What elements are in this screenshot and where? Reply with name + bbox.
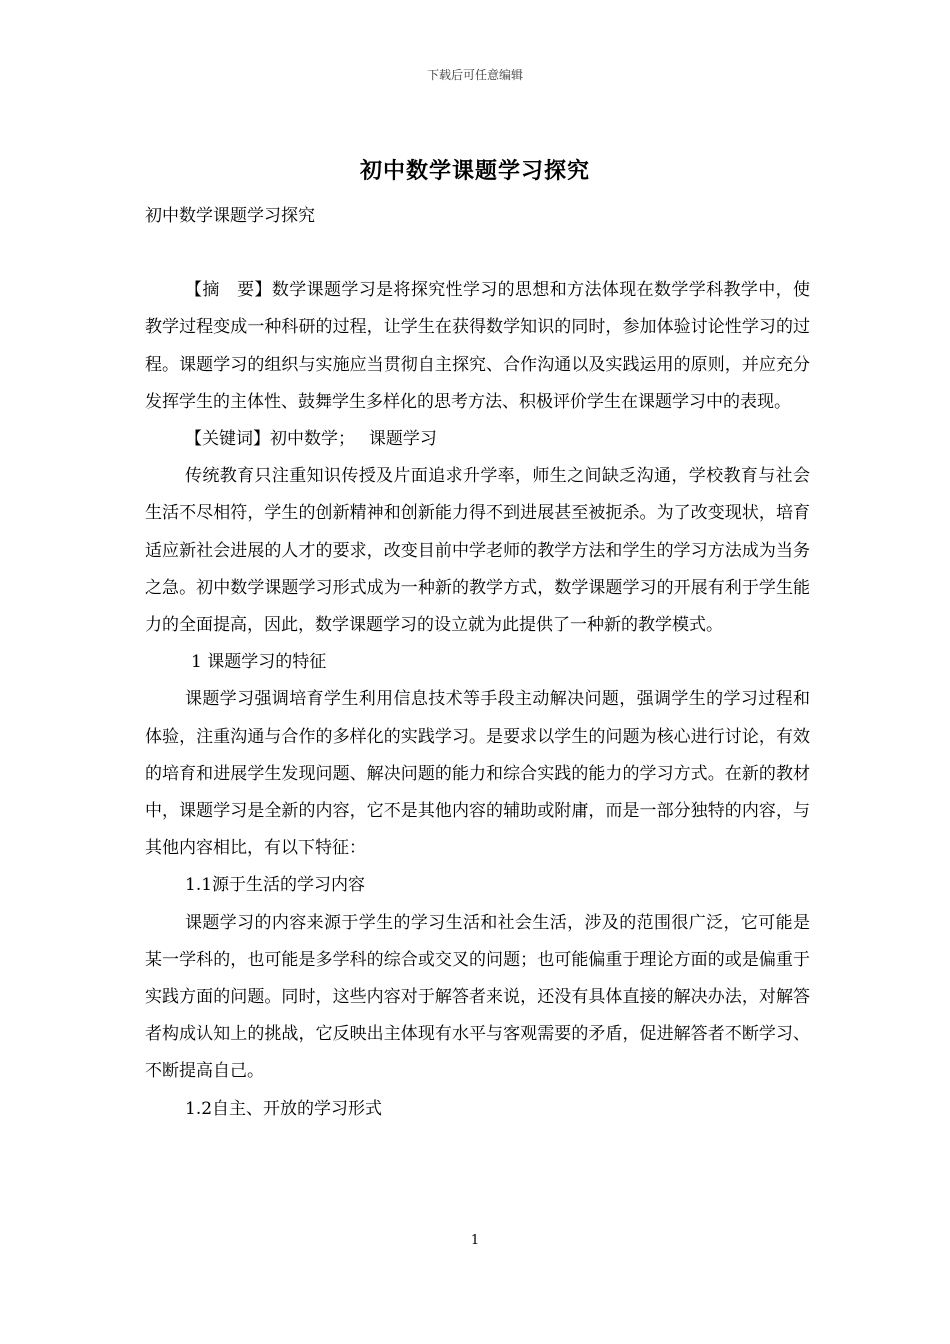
section-1-1-paragraph: 课题学习的内容来源于学生的学习生活和社会生活，涉及的范围很广泛，它可能是某一学科的，也可能是多学科的综合或交叉的问题；也可能偏重于理论方面的或是偏重于实践方面的问题。同时，这些内容对于解答者来说，还没有具体直接的解决办法，对解答者构成认知上的挑战，它反映出主体现有水平与客观需要的矛盾，促进解答者不断学习、不断提高自己。 (145, 912, 810, 1082)
document-title: 初中数学课题学习探究 (359, 158, 590, 184)
intro-paragraph: 传统教育只注重知识传授及片面追求升学率，师生之间缺乏沟通，学校教育与社会生活不尽相符，学生的创新精神和创新能力得不到进展甚至被扼杀。为了改变现状，培育适应新社会进展的人才的要求，改变目前中学老师的教学方法和学生的学习方法成为当务之急。初中数学课题学习形式成为一种新的教学方式，数学课题学习的开展有利于学生能力的全面提高，因此，数学课题学习的设立就为此提供了一种新的教学模式。 (145, 466, 810, 636)
document-body (145, 198, 810, 1128)
page-header: 下载后可任意编辑 (426, 68, 523, 82)
abstract-paragraph: 【摘 要】数学课题学习是将探究性学习的思想和方法体现在数学学科教学中，使教学过程变成一种科研的过程，让学生在获得数学知识的同时，参加体验讨论性学习的过程。课题学习的组织与实施应当贯彻自主探究、合作沟通以及实践运用的原则，并应充分发挥学生的主体性、鼓舞学生多样化的思考方法、积极评价学生在课题学习中的表现。 (145, 280, 810, 412)
document-subtitle: 初中数学课题学习探究 (145, 206, 315, 226)
section-1-paragraph: 课题学习强调培育学生利用信息技术等手段主动解决问题，强调学生的学习过程和体验，注重沟通与合作的多样化的实践学习。是要求以学生的问题为核心进行讨论，有效的培育和进展学生发现问题、解决问题的能力和综合实践的能力的学习方式。在新的教材中，课题学习是全新的内容，它不是其他内容的辅助或附庸，而是一部分独特的内容，与其他内容相比，有以下特征： (145, 689, 810, 859)
section-1-1-heading: 1.1源于生活的学习内容 (185, 875, 366, 896)
keywords-line: 【关键词】初中数学； 课题学习 (185, 429, 437, 450)
section-1-2-heading: 1.2自主、开放的学习形式 (185, 1098, 383, 1119)
page-number: 1 (470, 1233, 480, 1248)
section-1-heading: 1 课题学习的特征 (191, 652, 327, 673)
